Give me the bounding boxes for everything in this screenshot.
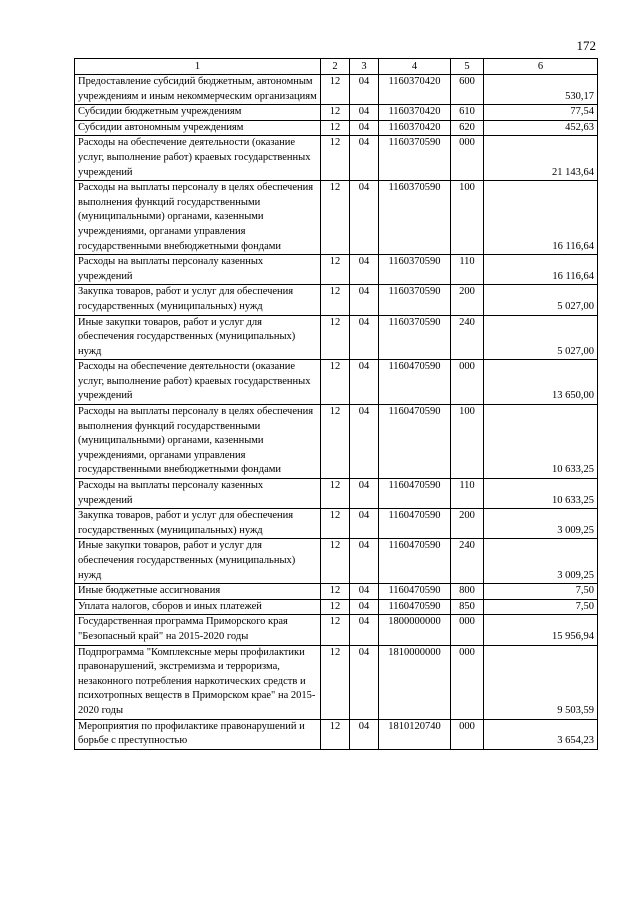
row-target-article: 1160470590 xyxy=(379,405,451,479)
row-description: Иные закупки товаров, работ и услуг для обеспечения государственных (муниципальных) нужд xyxy=(75,315,321,360)
row-subsection: 04 xyxy=(350,285,379,315)
row-description: Расходы на выплаты персоналу в целях обеспечения выполнения функций государственными (муниципальными) органами, казенными учреждениями, органами управления государственными внебюджетными фондами xyxy=(75,405,321,479)
row-subsection: 04 xyxy=(350,615,379,645)
row-expense-type: 240 xyxy=(451,315,484,360)
row-description: Государственная программа Приморского края "Безопасный край" на 2015-2020 годы xyxy=(75,615,321,645)
row-amount: 3 009,25 xyxy=(484,509,598,539)
row-section: 12 xyxy=(321,120,350,136)
row-subsection: 04 xyxy=(350,584,379,600)
header-col-5: 5 xyxy=(451,59,484,75)
table-row xyxy=(75,285,598,315)
row-section: 12 xyxy=(321,615,350,645)
row-expense-type: 110 xyxy=(451,479,484,509)
table-row xyxy=(75,405,598,479)
row-target-article: 1160470590 xyxy=(379,584,451,600)
row-section: 12 xyxy=(321,105,350,121)
row-description: Субсидии автономным учреждениям xyxy=(75,120,321,136)
row-description: Субсидии бюджетным учреждениям xyxy=(75,105,321,121)
row-subsection: 04 xyxy=(350,315,379,360)
row-amount: 3 654,23 xyxy=(484,719,598,749)
row-amount: 9 503,59 xyxy=(484,645,598,719)
row-target-article: 1810120740 xyxy=(379,719,451,749)
header-col-2: 2 xyxy=(321,59,350,75)
row-expense-type: 620 xyxy=(451,120,484,136)
row-description: Закупка товаров, работ и услуг для обеспечения государственных (муниципальных) нужд xyxy=(75,509,321,539)
row-subsection: 04 xyxy=(350,136,379,181)
header-col-1: 1 xyxy=(75,59,321,75)
page-number: 172 xyxy=(576,38,596,53)
row-section: 12 xyxy=(321,599,350,615)
row-target-article: 1810000000 xyxy=(379,645,451,719)
row-section: 12 xyxy=(321,645,350,719)
row-section: 12 xyxy=(321,509,350,539)
header-col-6: 6 xyxy=(484,59,598,75)
row-description: Закупка товаров, работ и услуг для обеспечения государственных (муниципальных) нужд xyxy=(75,285,321,315)
row-target-article: 1160470590 xyxy=(379,509,451,539)
table-row xyxy=(75,645,598,719)
table-row xyxy=(75,120,598,136)
table-row xyxy=(75,615,598,645)
row-target-article: 1800000000 xyxy=(379,615,451,645)
header-row xyxy=(75,59,598,75)
row-subsection: 04 xyxy=(350,719,379,749)
row-target-article: 1160470590 xyxy=(379,360,451,405)
row-target-article: 1160370590 xyxy=(379,255,451,285)
row-expense-type: 000 xyxy=(451,615,484,645)
row-subsection: 04 xyxy=(350,75,379,105)
header-col-3: 3 xyxy=(350,59,379,75)
row-section: 12 xyxy=(321,255,350,285)
row-amount: 13 650,00 xyxy=(484,360,598,405)
row-amount: 77,54 xyxy=(484,105,598,121)
row-description: Расходы на выплаты персоналу в целях обеспечения выполнения функций государственными (муниципальными) органами, казенными учреждениями, органами управления государственными внебюджетными фондами xyxy=(75,181,321,255)
row-amount: 5 027,00 xyxy=(484,315,598,360)
row-subsection: 04 xyxy=(350,599,379,615)
row-expense-type: 240 xyxy=(451,539,484,584)
row-subsection: 04 xyxy=(350,405,379,479)
row-target-article: 1160370590 xyxy=(379,285,451,315)
header-col-4: 4 xyxy=(379,59,451,75)
row-description: Расходы на обеспечение деятельности (оказание услуг, выполнение работ) краевых государственных учреждений xyxy=(75,360,321,405)
row-section: 12 xyxy=(321,584,350,600)
row-amount: 21 143,64 xyxy=(484,136,598,181)
row-target-article: 1160470590 xyxy=(379,479,451,509)
row-description: Иные закупки товаров, работ и услуг для обеспечения государственных (муниципальных) нужд xyxy=(75,539,321,584)
row-description: Предоставление субсидий бюджетным, автономным учреждениям и иным некоммерческим организациям xyxy=(75,75,321,105)
row-expense-type: 200 xyxy=(451,285,484,315)
row-target-article: 1160470590 xyxy=(379,599,451,615)
row-target-article: 1160370420 xyxy=(379,120,451,136)
row-amount: 7,50 xyxy=(484,584,598,600)
row-subsection: 04 xyxy=(350,181,379,255)
table-row xyxy=(75,136,598,181)
row-description: Иные бюджетные ассигнования xyxy=(75,584,321,600)
row-subsection: 04 xyxy=(350,360,379,405)
row-amount: 7,50 xyxy=(484,599,598,615)
row-description: Расходы на выплаты персоналу казенных учреждений xyxy=(75,479,321,509)
row-description: Подпрограмма "Комплексные меры профилактики правонарушений, экстремизма и терроризма, незаконного потребления наркотических средств и психотропных веществ в Приморском крае" на 2015-2020 годы xyxy=(75,645,321,719)
row-target-article: 1160370420 xyxy=(379,105,451,121)
row-section: 12 xyxy=(321,315,350,360)
row-amount: 5 027,00 xyxy=(484,285,598,315)
row-target-article: 1160370590 xyxy=(379,315,451,360)
table-header xyxy=(75,59,598,75)
row-amount: 530,17 xyxy=(484,75,598,105)
row-description: Мероприятия по профилактике правонарушений и борьбе с преступностью xyxy=(75,719,321,749)
table-row xyxy=(75,181,598,255)
row-section: 12 xyxy=(321,136,350,181)
row-subsection: 04 xyxy=(350,255,379,285)
row-expense-type: 850 xyxy=(451,599,484,615)
row-amount: 16 116,64 xyxy=(484,181,598,255)
table-row xyxy=(75,584,598,600)
row-target-article: 1160370590 xyxy=(379,181,451,255)
row-amount: 16 116,64 xyxy=(484,255,598,285)
row-subsection: 04 xyxy=(350,479,379,509)
row-description: Расходы на выплаты персоналу казенных учреждений xyxy=(75,255,321,285)
row-section: 12 xyxy=(321,360,350,405)
row-expense-type: 600 xyxy=(451,75,484,105)
row-subsection: 04 xyxy=(350,539,379,584)
table-row xyxy=(75,509,598,539)
table-row xyxy=(75,315,598,360)
row-section: 12 xyxy=(321,285,350,315)
table-row xyxy=(75,75,598,105)
row-section: 12 xyxy=(321,75,350,105)
row-amount: 452,63 xyxy=(484,120,598,136)
table-row xyxy=(75,105,598,121)
row-expense-type: 000 xyxy=(451,136,484,181)
row-section: 12 xyxy=(321,539,350,584)
row-target-article: 1160470590 xyxy=(379,539,451,584)
row-expense-type: 610 xyxy=(451,105,484,121)
row-amount: 3 009,25 xyxy=(484,539,598,584)
row-subsection: 04 xyxy=(350,120,379,136)
row-section: 12 xyxy=(321,181,350,255)
row-subsection: 04 xyxy=(350,105,379,121)
row-description: Уплата налогов, сборов и иных платежей xyxy=(75,599,321,615)
row-section: 12 xyxy=(321,479,350,509)
row-expense-type: 100 xyxy=(451,405,484,479)
row-section: 12 xyxy=(321,719,350,749)
row-target-article: 1160370590 xyxy=(379,136,451,181)
row-description: Расходы на обеспечение деятельности (оказание услуг, выполнение работ) краевых государственных учреждений xyxy=(75,136,321,181)
row-expense-type: 000 xyxy=(451,719,484,749)
row-expense-type: 000 xyxy=(451,360,484,405)
table-row xyxy=(75,539,598,584)
row-target-article: 1160370420 xyxy=(379,75,451,105)
table-row xyxy=(75,255,598,285)
table-row xyxy=(75,360,598,405)
table-row xyxy=(75,599,598,615)
row-expense-type: 000 xyxy=(451,645,484,719)
row-expense-type: 200 xyxy=(451,509,484,539)
budget-table xyxy=(74,58,598,750)
row-expense-type: 110 xyxy=(451,255,484,285)
table-row xyxy=(75,719,598,749)
row-amount: 10 633,25 xyxy=(484,405,598,479)
row-section: 12 xyxy=(321,405,350,479)
row-subsection: 04 xyxy=(350,509,379,539)
table-row xyxy=(75,479,598,509)
table-body xyxy=(75,75,598,750)
row-expense-type: 100 xyxy=(451,181,484,255)
row-amount: 10 633,25 xyxy=(484,479,598,509)
row-amount: 15 956,94 xyxy=(484,615,598,645)
row-subsection: 04 xyxy=(350,645,379,719)
row-expense-type: 800 xyxy=(451,584,484,600)
